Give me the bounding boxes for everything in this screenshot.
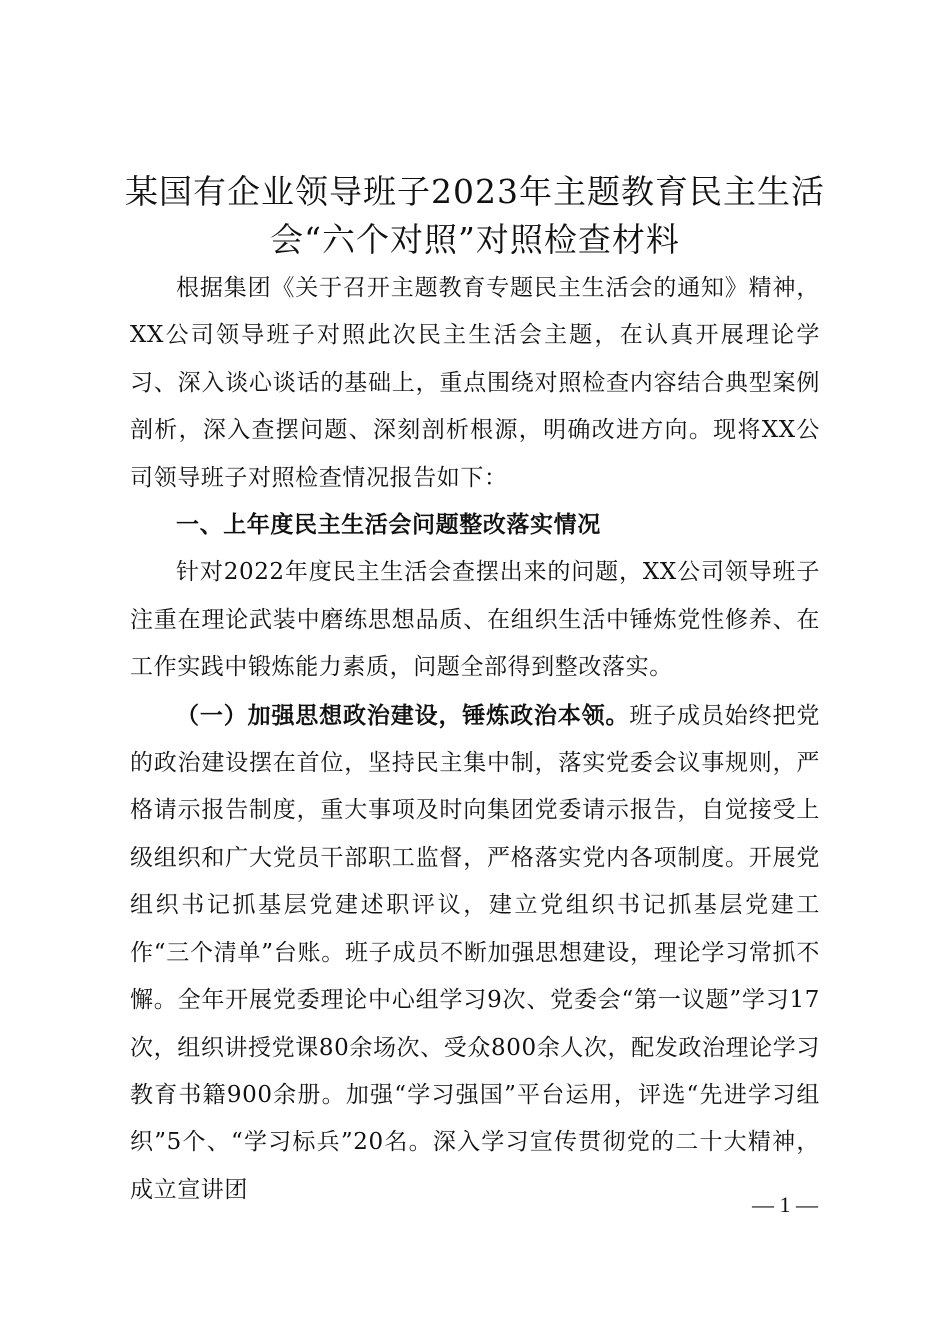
subsection-heading-1: （一）加强思想政治建设，锤炼政治本领。	[176, 701, 630, 729]
document-body	[130, 265, 820, 1214]
section-1-paragraph: 针对2022年度民主生活会查摆出来的问题，XX公司领导班子注重在理论武装中磨练思想品质、在组织生活中锤炼党性修养、在工作实践中锻炼能力素质，问题全部得到整改落实。	[130, 559, 820, 681]
page-number: — 1 —	[752, 1192, 818, 1217]
subsection-1-text: 班子成员始终把党的政治建设摆在首位，坚持民主集中制，落实党委会议事规则，严格请示报告制度，重大事项及时向集团党委请示报告，自觉接受上级组织和广大党员干部职工监督，严格落实党内各项制度。开展党组织书记抓基层党建述职评议，建立党组织书记抓基层党建工作“三个清单”台账。班子成员不断加强思想建设，理论学习常抓不懈。全年开展党委理论中心组学习9次、党委会“第一议题”学习17次，组织讲授党课80余场次、受众800余人次，配发政治理论学习教育书籍900余册。加强“学习强国”平台运用，评选“先进学习组织”5个、“学习标兵”20名。深入学习宣传贯彻党的二十大精神，成立宣讲团	[130, 702, 820, 1203]
section-heading-1: 一、上年度民主生活会问题整改落实情况	[176, 512, 601, 539]
document-title: 某国有企业领导班子2023年主题教育民主生活会“六个对照”对照检查材料	[125, 172, 825, 259]
intro-paragraph: 根据集团《关于召开主题教育专题民主生活会的通知》精神，XX公司领导班子对照此次民主生活会主题，在认真开展理论学习、深入谈心谈话的基础上，重点围绕对照检查内容结合典型案例剖析，深入查摆问题、深刻剖析根源，明确改进方向。现将XX公司领导班子对照检查情况报告如下：	[130, 275, 820, 491]
subsection-1-paragraph	[130, 692, 820, 1214]
